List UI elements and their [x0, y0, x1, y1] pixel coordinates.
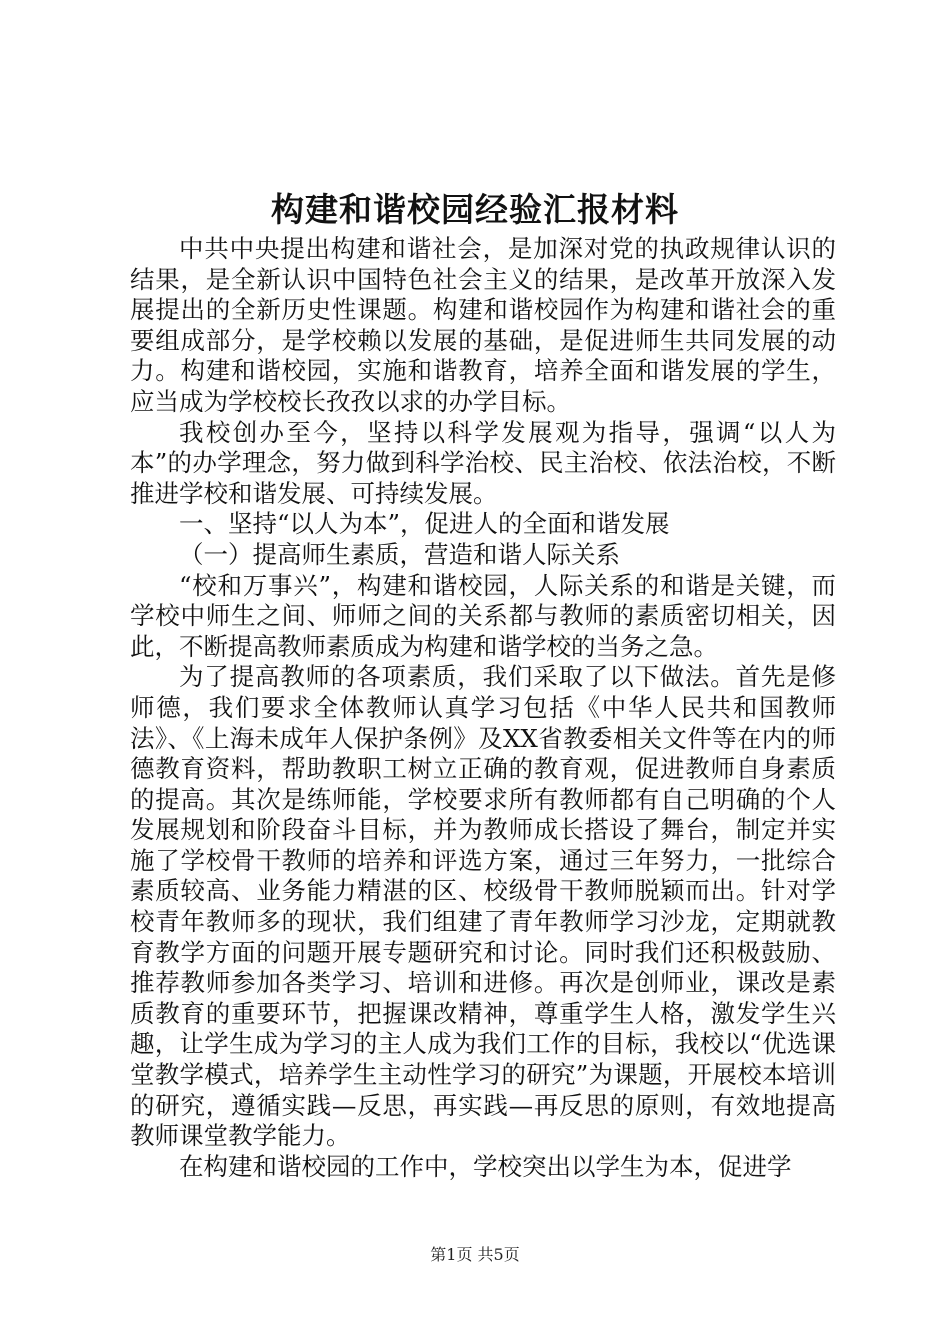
document-body — [130, 234, 836, 1182]
page-number-footer: 第1页 共5页 — [430, 1245, 520, 1264]
section-heading-1: 一、坚持“以人为本”，促进人的全面和谐发展 — [179, 509, 670, 539]
subsection-heading-1: （一）提高师生素质，营造和谐人际关系 — [179, 539, 620, 569]
paragraph-intro: 中共中央提出构建和谐社会，是加深对党的执政规律认识的结果，是全新认识中国特色社会主义的结果，是改革开放深入发展提出的全新历史性课题。构建和谐校园作为构建和谐社会的重要组成部分，是学校赖以发展的基础，是促进师生共同发展的动力。构建和谐校园，实施和谐教育，培养全面和谐发展的学生，应当成为学校校长孜孜以求的办学目标。 — [130, 234, 836, 416]
paragraph-student-focus: 在构建和谐校园的工作中，学校突出以学生为本，促进学 — [179, 1151, 792, 1181]
paragraph-teacher-quality: 为了提高教师的各项素质，我们采取了以下做法。首先是修师德，我们要求全体教师认真学习包括《中华人民共和国教师法》、《上海未成年人保护条例》及XX省教委相关文件等在内的师德教育资料，帮助教职工树立正确的教育观，促进教师自身素质的提高。其次是练师能，学校要求所有教师都有自己明确的个人发展规划和阶段奋斗目标，并为教师成长搭设了舞台，制定并实施了学校骨干教师的培养和评选方案，通过三年努力，一批综合素质较高、业务能力精湛的区、校级骨干教师脱颖而出。针对学校青年教师多的现状，我们组建了青年教师学习沙龙，定期就教育教学方面的问题开展专题研究和讨论。同时我们还积极鼓励、推荐教师参加各类学习、培训和进修。再次是创师业，课改是素质教育的重要环节，把握课改精神，尊重学生人格，激发学生兴趣，让学生成为学习的主人成为我们工作的目标，我校以“优选课堂教学模式，培养学生主动性学习的研究”为课题，开展校本培训的研究，遵循实践—反思，再实践—再反思的原则，有效地提高教师课堂教学能力。 — [130, 662, 836, 1151]
document-title: 构建和谐校园经验汇报材料 — [271, 190, 679, 229]
paragraph-relationships: “校和万事兴”，构建和谐校园，人际关系的和谐是关键，而学校中师生之间、师师之间的关系都与教师的素质密切相关，因此，不断提高教师素质成为构建和谐学校的当务之急。 — [130, 570, 836, 661]
paragraph-school-founding: 我校创办至今，坚持以科学发展观为指导，强调“以人为本”的办学理念，努力做到科学治校、民主治校、依法治校，不断推进学校和谐发展、可持续发展。 — [130, 417, 836, 508]
